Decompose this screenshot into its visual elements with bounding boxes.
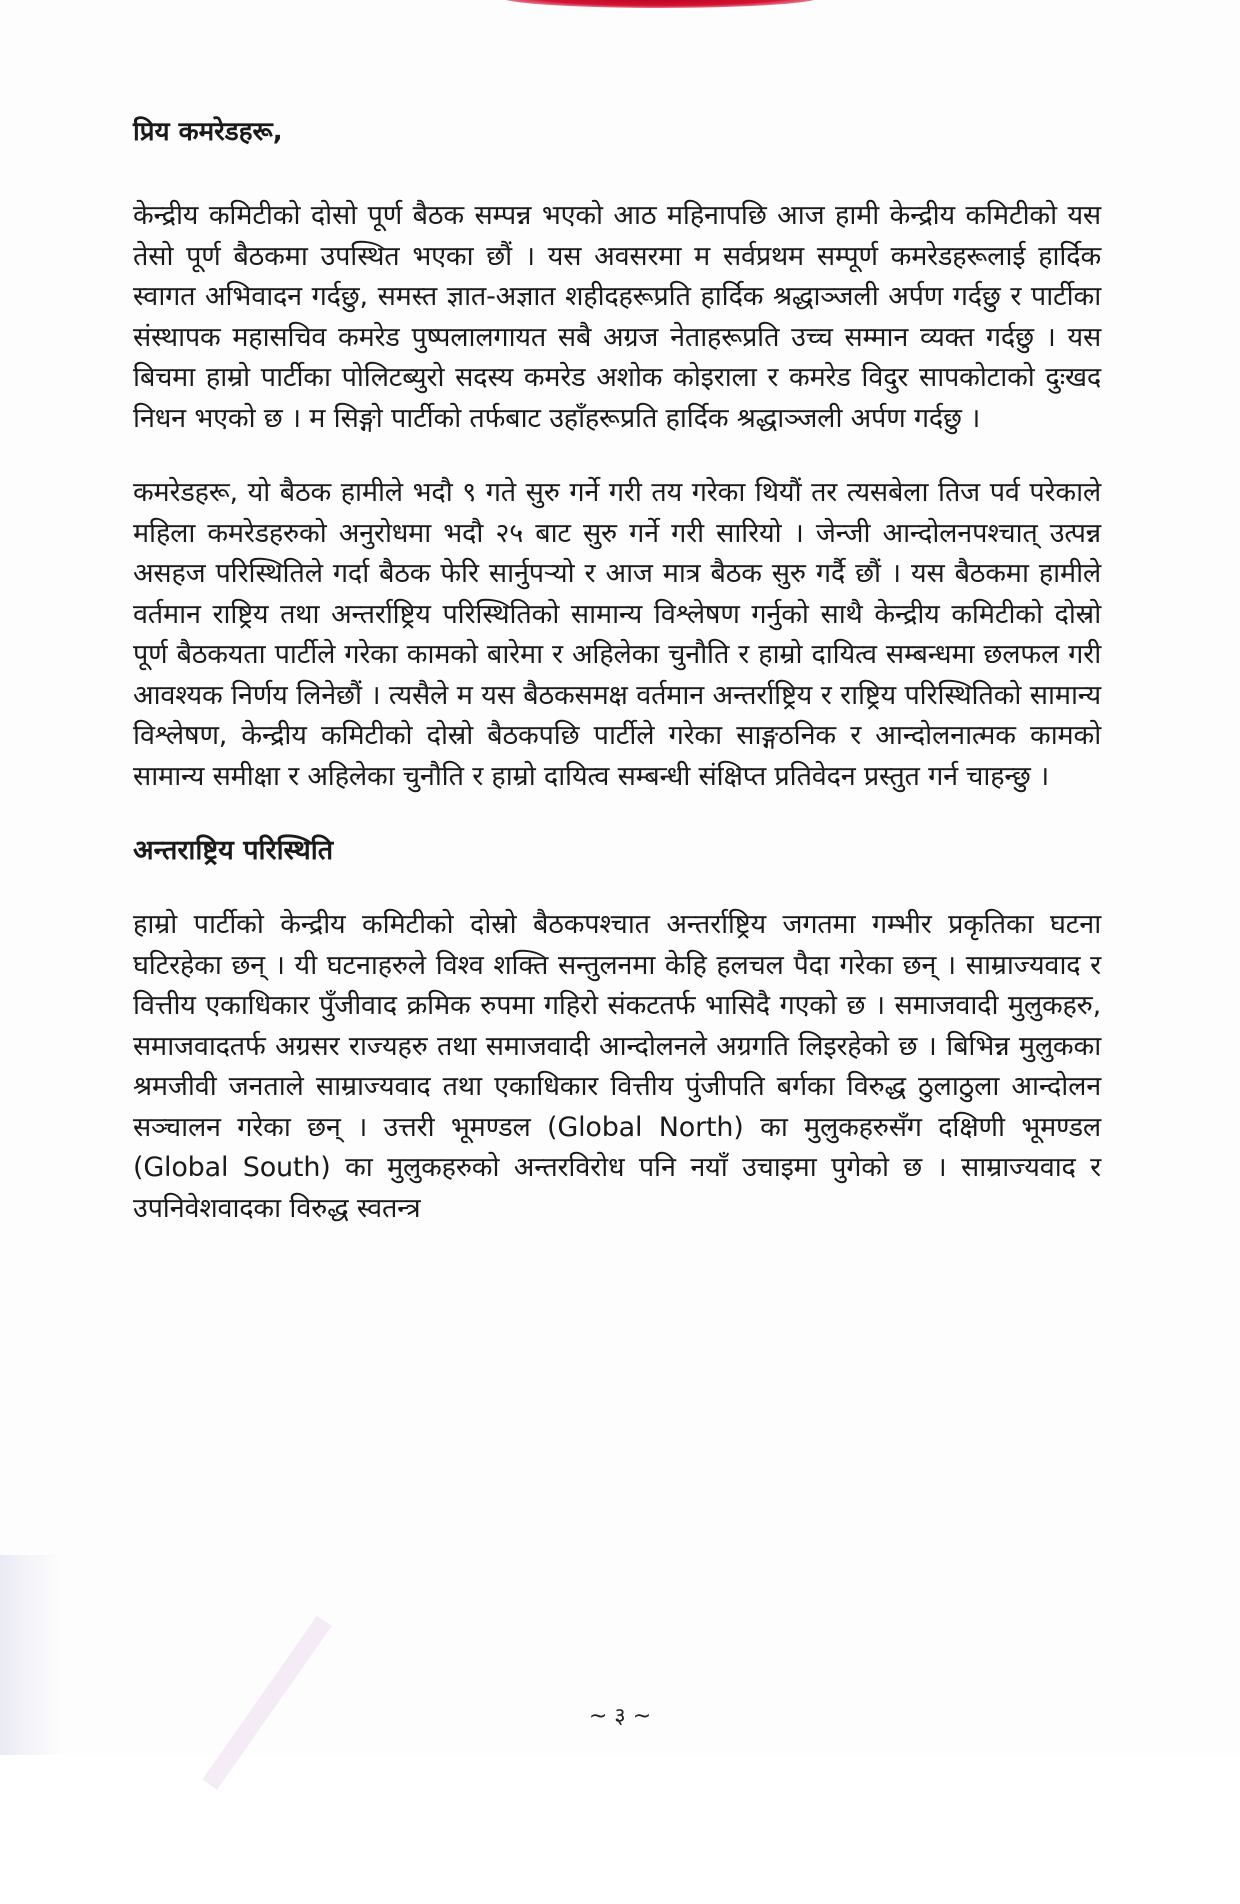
section-heading-international-situation: अन्तराष्ट्रिय परिस्थिति <box>133 835 334 866</box>
salutation: प्रिय कमरेडहरू, <box>133 117 283 147</box>
binding-edge-red-band <box>500 0 820 8</box>
watermark-mark <box>202 1616 495 1904</box>
paragraph-international-situation: हाम्रो पार्टीको केन्द्रीय कमिटीको दोस्रो बैठकपश्चात अन्तर्राष्ट्रिय जगतमा गम्भीर प्रकृतिका घटना घटिरहेका छन् । यी घटनाहरुले विश्व शक्ति सन्तुलनमा केहि हलचल पैदा गरेका छन् । साम्राज्यवाद र वित्तीय एकाधिकार पुँजीवाद क्रमिक रुपमा गहिरो संकटतर्फ भासिदै गएको छ । समाजवादी मुलुकहरु, समाजवादतर्फ अग्रसर राज्यहरु तथा समाजवादी आन्दोलनले अग्रगति लिइरहेको छ । बिभिन्न मुलुकका श्रमजीवी जनताले साम्राज्यवाद तथा एकाधिकार वित्तीय पुंजीपति बर्गका विरुद्ध ठुलाठुला आन्दोलन सञ्चालन गरेका छन् । उत्तरी भूमण्डल (Global North) का मुलुकहरुसँग दक्षिणी भूमण्डल (Global South) का मुलुकहरुको अन्तरविरोध पनि नयाँ उचाइमा पुगेको छ । साम्राज्यवाद र उपनिवेशवादका विरुद्ध स्वतन्त्र <box>133 909 1101 1224</box>
paragraph-meeting-schedule: कमरेडहरू, यो बैठक हामीले भदौ ९ गते सुरु गर्ने गरी तय गरेका थियौं तर त्यसबेला तिज पर्व परेकाले महिला कमरेडहरुको अनुरोधमा भदौ २५ बाट सुरु गर्ने गरी सारियो । जेन्जी आन्दोलनपश्चात् उत्पन्न असहज परिस्थितिले गर्दा बैठक फेरि सार्नुपर्‍यो र आज मात्र बैठक सुरु गर्दै छौं । यस बैठकमा हामीले वर्तमान राष्ट्रिय तथा अन्तर्राष्ट्रिय परिस्थितिको सामान्य विश्लेषण गर्नुको साथै केन्द्रीय कमिटीको दोस्रो पूर्ण बैठकयता पार्टीले गरेका कामको बारेमा र अहिलेका चुनौति र हाम्रो दायित्व सम्बन्धमा छलफल गरी आवश्यक निर्णय लिनेछौं । त्यसैले म यस बैठकसमक्ष वर्तमान अन्तर्राष्ट्रिय र राष्ट्रिय परिस्थितिको सामान्य विश्लेषण, केन्द्रीय कमिटीको दोस्रो बैठकपछि पार्टीले गरेका साङ्गठनिक र आन्दोलनात्मक कामको सामान्य समीक्षा र अहिलेका चुनौति र हाम्रो दायित्व सम्बन्धी संक्षिप्त प्रतिवेदन प्रस्तुत गर्न चाहन्छु । <box>133 477 1101 792</box>
page-number: ~ ३ ~ <box>588 1704 652 1729</box>
document-page <box>133 112 1101 1263</box>
paragraph-opening: केन्द्रीय कमिटीको दोसो पूर्ण बैठक सम्पन्न भएको आठ महिनापछि आज हामी केन्द्रीय कमिटीको यस तेसो पूर्ण बैठकमा उपस्थित भएका छौं । यस अवसरमा म सर्वप्रथम सम्पूर्ण कमरेडहरूलाई हार्दिक स्वागत अभिवादन गर्दछु, समस्त ज्ञात-अज्ञात शहीदहरूप्रति हार्दिक श्रद्धाञ्जली अर्पण गर्दछु र पार्टीका संस्थापक महासचिव कमरेड पुष्पलालगायत सबै अग्रज नेताहरूप्रति उच्च सम्मान व्यक्त गर्दछु । यस बिचमा हाम्रो पार्टीका पोलिटब्युरो सदस्य कमरेड अशोक कोइराला र कमरेड विदुर सापकोटाको दुःखद निधन भएको छ । म सिङ्गो पार्टीको तर्फबाट उहाँहरूप्रति हार्दिक श्रद्धाञ्जली अर्पण गर्दछु । <box>133 200 1101 434</box>
